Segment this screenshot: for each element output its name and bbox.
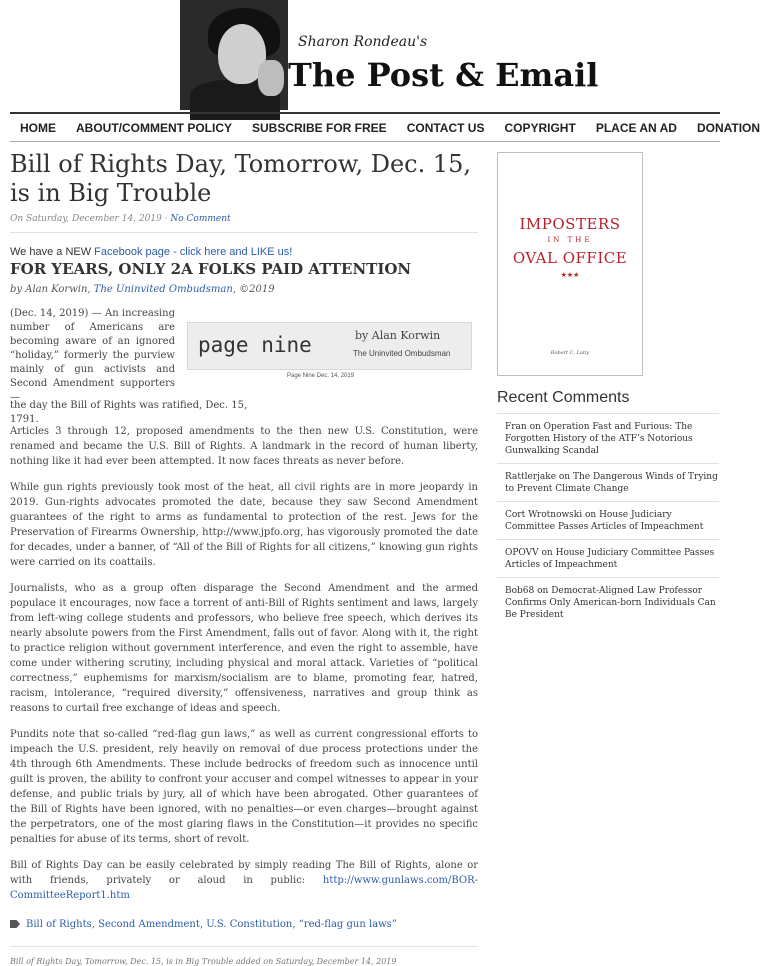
comment-post-link[interactable]: House Judiciary Committee Passes Articles of Impeachment <box>505 548 715 570</box>
nav-copyright[interactable]: COPYRIGHT <box>504 120 576 135</box>
book-author: Robert C. Laity <box>550 350 590 356</box>
intro-text: (Dec. 14, 2019) — An increasing number of Americans are becoming aware of an ignored “holiday,” formerly the purview mainly of gun activists and Second Amendment supporters— <box>10 308 175 403</box>
article-date: On Saturday, December 14, 2019 <box>10 214 162 224</box>
comment-post-link[interactable]: House Judiciary Committee Passes Articles of Impeachment <box>505 510 704 532</box>
intro-tail: the day the Bill of Rights was ratified, Dec. 15, 1791. <box>10 400 248 425</box>
nav-subscribe[interactable]: SUBSCRIBE FOR FREE <box>252 120 387 135</box>
list-item <box>497 539 719 577</box>
comment-post-link[interactable]: Operation Fast and Furious: The Forgotten History of the ATF’s Notorious Gunwalking Scandal <box>505 422 693 456</box>
tag-links[interactable]: Bill of Rights, Second Amendment, U.S. Constitution, “red-flag gun laws” <box>26 919 397 930</box>
nav-place-ad[interactable]: PLACE AN AD <box>595 120 677 135</box>
comments-link[interactable]: No Comment <box>170 214 231 224</box>
comment-on: on <box>526 422 544 432</box>
nav-about[interactable]: ABOUT/COMMENT POLICY <box>76 120 232 135</box>
comment-author[interactable]: Fran <box>505 422 527 432</box>
page-nine-logo-text: page nine <box>198 333 312 357</box>
article-paragraph: Journalists, who as a group often disparage the Second Amendment and the armed populace it encourages, now face a torrent of anti-Bill of Rights sentiment and laws, largely from left-wing college students and professors, who believe free speech, which derives its nearly absolute powers from the First Amendment, falls out of favor. Along with it, the right to practice religion without government interference, and even the right to assemble, have come under withering scrutiny, including physical and moral attack. Varieties of “political correctness,” euphemisms for marxism/socialism are to blame, promoting fear, hatred, racism, intolerance, “required diversity,” offensiveness, narratives and group think as reasons to curtail free exchange of ideas and speech. <box>10 583 478 714</box>
nav-home[interactable]: HOME <box>20 120 56 135</box>
list-item <box>497 463 719 501</box>
facebook-link[interactable]: Facebook page - click here and LIKE us! <box>94 246 293 258</box>
tag-icon <box>10 920 20 928</box>
recent-comments-title: Recent Comments <box>497 389 630 406</box>
article-title: Bill of Rights Day, Tomorrow, Dec. 15, is in Big Trouble <box>10 150 472 207</box>
article-subhead: FOR YEARS, ONLY 2A FOLKS PAID ATTENTION <box>10 260 412 278</box>
comment-on: on <box>538 548 556 558</box>
comment-author[interactable]: OPOVV <box>505 548 539 558</box>
article-footer-note: Bill of Rights Day, Tomorrow, Dec. 15, is in Big Trouble added on Saturday, December 14, 2019 <box>10 946 478 966</box>
recent-comments-list <box>497 413 719 627</box>
book-title-line2: IN THE <box>547 236 593 244</box>
gunlaws-link[interactable]: http://www.gunlaws.com/BOR-CommitteeReport1.htm <box>10 875 478 901</box>
list-item <box>497 577 719 627</box>
list-item <box>497 501 719 539</box>
page-nine-image <box>187 322 472 370</box>
image-caption: Page Nine Dec. 14, 2019 <box>287 373 355 379</box>
page-nine-sub: The Uninvited Ombudsman <box>353 349 451 358</box>
site-header <box>0 0 728 112</box>
comment-author[interactable]: Cort Wrotnowski <box>505 510 583 520</box>
nav-contact[interactable]: CONTACT US <box>406 120 485 135</box>
article-author <box>10 284 478 295</box>
book-title-line1: IMPOSTERS <box>519 215 621 233</box>
article-paragraph: While gun rights previously took most of the heat, all civil rights are in more jeopardy in 2019. Gun-rights advocates promoted the date, because they saw Second Amendment guarantees of the right to arms as fundamental to protection of the rest. Jews for the Preservation of Firearms Ownership, http://www.jpfo.org, has vigorously promoted the date for decades, under a banner, of “All of the Bill of Rights for all citizens,” knowing gun rights were carried on its coattails. <box>10 482 478 568</box>
article-paragraph-last <box>10 858 478 903</box>
main-nav <box>10 112 761 142</box>
book-title-line3: OVAL OFFICE <box>512 249 628 267</box>
article-meta <box>10 214 478 233</box>
book-ad[interactable] <box>497 152 643 376</box>
site-byline: Sharon Rondeau's <box>298 34 428 50</box>
site-title[interactable]: The Post & Email <box>288 56 599 94</box>
comment-on: on <box>582 510 600 520</box>
comment-on: on <box>556 472 573 482</box>
comment-on: on <box>534 586 552 596</box>
facebook-prefix: We have a NEW <box>10 246 95 258</box>
author-photo <box>180 0 288 110</box>
article <box>10 150 478 966</box>
list-item <box>497 413 719 463</box>
page-nine-by: by Alan Korwin <box>355 329 441 342</box>
author-suffix: , ©2019 <box>232 284 275 295</box>
meta-separator: · <box>161 214 171 224</box>
article-paragraph: Articles 3 through 12, proposed amendments to the then new U.S. Constitution, were renamed and became the U.S. Bill of Rights. A landmark in the record of human liberty, nothing like it had ever been attempted. It now faces threats as never before. <box>10 426 478 467</box>
comment-author[interactable]: Rattlerjake <box>505 472 557 482</box>
comment-author[interactable]: Bob68 <box>505 586 535 596</box>
facebook-notice <box>10 246 478 258</box>
nav-donation[interactable]: DONATION <box>696 120 761 135</box>
article-paragraph: Pundits note that so-called “red-flag gun laws,” as well as current congressional efforts to impeach the U.S. president, rely heavily on removal of due process protections under the 4th through 6th Amendments. These include bedrocks of freedom such as innocence until guilt is proven, the ability to confront your accuser and compel witnesses to appear in your defense, and public trials by jury, all of which have been abrogated. Other guarantees of the Bill of Rights have been ignored, with no penalties—or even charges—brought against the perpetrators, one of the most glaring flaws in the Constitution—it provides no specific penalties for abuse of its terms, short of revolt. <box>10 729 478 845</box>
author-prefix: by Alan Korwin, <box>10 284 94 295</box>
tags-row <box>10 919 478 930</box>
author-link[interactable]: The Uninvited Ombudsman <box>93 284 233 295</box>
last-para-text: Bill of Rights Day can be easily celebrated by simply reading The Bill of Rights, alone or with friends, privately or aloud in public: <box>10 860 478 886</box>
comment-post-link[interactable]: The Dangerous Winds of Trying to Prevent Climate Change <box>505 472 718 494</box>
comment-post-link[interactable]: Democrat-Aligned Law Professor Confirms Only American-born Individuals Can Be President <box>505 586 716 620</box>
intro-block <box>10 307 478 425</box>
book-stars: ★★★ <box>560 271 580 279</box>
